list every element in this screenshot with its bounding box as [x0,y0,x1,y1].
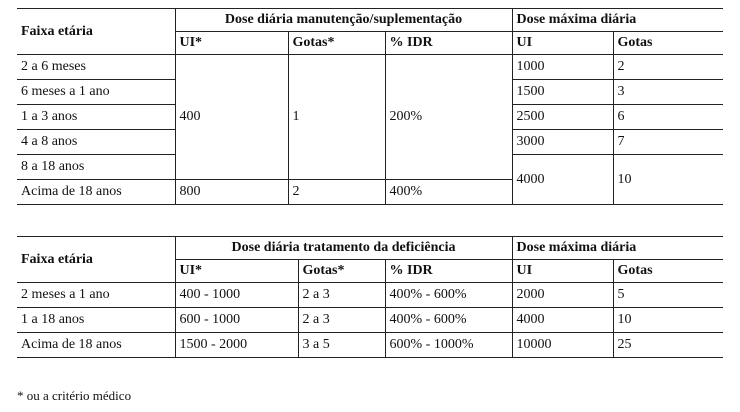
deficiency-treatment-table [17,236,723,358]
max-drops-header: Gotas [613,32,723,55]
treatment-dose-group-header: Dose diária tratamento da deficiência [175,237,512,260]
max-drops-cell: 3 [613,80,723,105]
ui-cell: 400 - 1000 [175,283,298,308]
idr-header: % IDR [385,32,512,55]
idr-cell: 600% - 1000% [385,333,512,358]
max-ui-cell: 2000 [512,283,613,308]
age-range-header: Faixa etária [17,9,175,55]
table-row [17,308,723,333]
age-range-cell: 1 a 18 anos [17,308,175,333]
idr-cell: 200% [385,55,512,180]
drops-cell: 3 a 5 [298,333,385,358]
max-drops-cell: 10 [613,308,723,333]
max-drops-header: Gotas [613,260,723,283]
drops-cell: 2 [288,180,385,205]
max-ui-cell: 1500 [512,80,613,105]
max-ui-cell: 4000 [512,155,613,205]
drops-cell: 2 a 3 [298,308,385,333]
ui-header: UI* [175,260,298,283]
drops-cell: 1 [288,55,385,180]
idr-cell: 400% [385,180,512,205]
max-drops-cell: 10 [613,155,723,205]
drops-cell: 2 a 3 [298,283,385,308]
age-range-cell: 6 meses a 1 ano [17,80,175,105]
ui-cell: 600 - 1000 [175,308,298,333]
max-ui-header: UI [512,32,613,55]
max-drops-cell: 5 [613,283,723,308]
ui-cell: 400 [175,55,288,180]
table-row [17,55,723,80]
idr-cell: 400% - 600% [385,283,512,308]
max-ui-cell: 1000 [512,55,613,80]
ui-header: UI* [175,32,288,55]
age-range-cell: Acima de 18 anos [17,180,175,205]
age-range-cell: 2 a 6 meses [17,55,175,80]
max-ui-cell: 4000 [512,308,613,333]
ui-cell: 800 [175,180,288,205]
max-drops-cell: 6 [613,105,723,130]
idr-cell: 400% - 600% [385,308,512,333]
age-range-header: Faixa etária [17,237,175,283]
age-range-cell: 1 a 3 anos [17,105,175,130]
age-range-cell: Acima de 18 anos [17,333,175,358]
max-dose-group-header: Dose máxima diária [512,9,723,32]
table-row [17,333,723,358]
age-range-cell: 8 a 18 anos [17,155,175,180]
drops-header: Gotas* [288,32,385,55]
age-range-cell: 2 meses a 1 ano [17,283,175,308]
ui-cell: 1500 - 2000 [175,333,298,358]
max-drops-cell: 7 [613,130,723,155]
max-drops-cell: 2 [613,55,723,80]
max-ui-cell: 3000 [512,130,613,155]
max-drops-cell: 25 [613,333,723,358]
max-dose-group-header: Dose máxima diária [512,237,723,260]
drops-header: Gotas* [298,260,385,283]
max-ui-header: UI [512,260,613,283]
idr-header: % IDR [385,260,512,283]
table-row [17,283,723,308]
maintenance-dose-table [17,8,723,205]
max-ui-cell: 10000 [512,333,613,358]
age-range-cell: 4 a 8 anos [17,130,175,155]
max-ui-cell: 2500 [512,105,613,130]
maintenance-dose-group-header: Dose diária manutenção/suplementação [175,9,512,32]
footnote: * ou a critério médico [17,388,132,403]
